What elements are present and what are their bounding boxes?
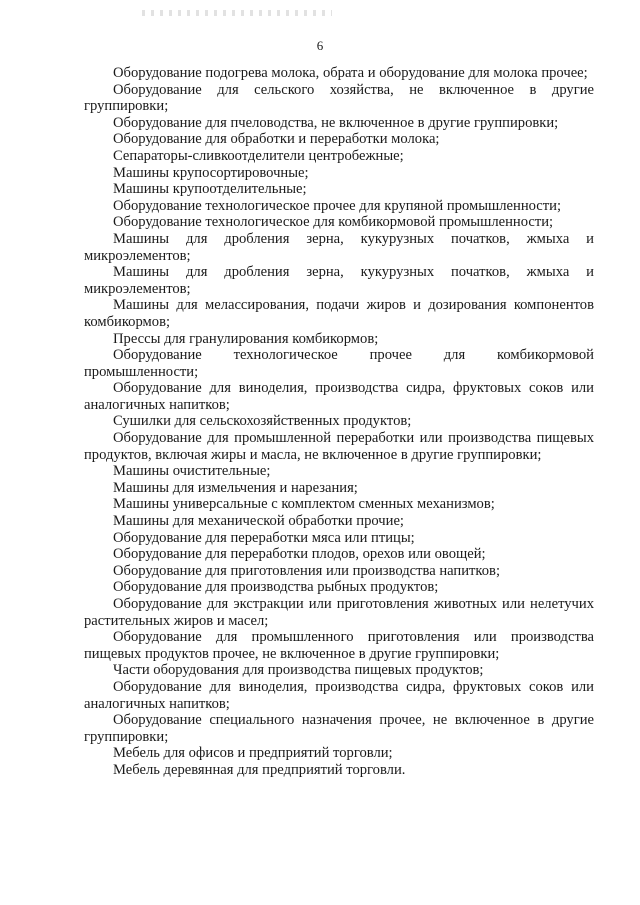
list-item: Машины для дробления зерна, кукурузных початков, жмыха и микроэлементов; (84, 230, 594, 264)
document-body (84, 65, 594, 779)
list-item: Сепараторы-сливкоотделители центробежные; (113, 147, 404, 164)
list-item: Оборудование для обработки и переработки молока; (113, 131, 440, 148)
scan-artifact (142, 10, 332, 16)
page-number: 6 (316, 38, 324, 53)
list-item: Оборудование технологическое прочее для крупяной промышленности; (113, 197, 562, 214)
list-item: Оборудование для экстракции или приготовления животных или нелетучих растительных жиров и масел; (84, 596, 594, 629)
list-item: Оборудование для приготовления или производства напитков; (113, 562, 501, 579)
list-item: Оборудование для производства рыбных продуктов; (113, 579, 439, 596)
list-item: Машины для механической обработки прочие; (113, 513, 404, 530)
list-item: Машины для измельчения и нарезания; (113, 479, 358, 496)
list-item: Мебель для офисов и предприятий торговли; (113, 745, 393, 762)
list-item: Машины для мелассирования, подачи жиров и дозирования компонентов комбикормов; (84, 297, 594, 330)
list-item: Оборудование для пчеловодства, не включенное в другие группировки; (113, 114, 559, 131)
list-item: Оборудование для переработки мяса или птицы; (113, 529, 415, 546)
list-item: Сушилки для сельскохозяйственных продуктов; (113, 413, 412, 430)
list-item: Машины очистительные; (113, 463, 271, 480)
list-item: Оборудование для виноделия, производства сидра, фруктовых соков или аналогичных напитков; (84, 678, 594, 712)
list-item: Оборудование для виноделия, производства сидра, фруктовых соков или аналогичных напитков; (84, 380, 594, 413)
list-item: Оборудование подогрева молока, обрата и оборудование для молока прочее; (113, 65, 588, 81)
list-item: Машины крупоотделительные; (113, 181, 307, 198)
list-item: Машины универсальные с комплектом сменных механизмов; (113, 496, 495, 513)
list-item: Оборудование для промышленной переработки или производства пищевых продуктов, включая жиры и масла, не включенное в другие группировки; (84, 430, 594, 463)
list-item: Машины крупосортировочные; (113, 164, 309, 181)
list-item: Части оборудования для производства пищевых продуктов; (113, 662, 484, 679)
list-item: Мебель деревянная для предприятий торговли. (113, 761, 406, 778)
list-item: Оборудование технологическое для комбикормовой промышленности; (113, 214, 554, 231)
list-item: Машины для дробления зерна, кукурузных початков, жмыха и микроэлементов; (84, 264, 594, 297)
list-item: Оборудование специального назначения прочее, не включенное в другие группировки; (84, 712, 594, 745)
list-item: Оборудование технологическое прочее для комбикормовой промышленности; (84, 347, 594, 380)
list-item: Оборудование для сельского хозяйства, не включенное в другие группировки; (84, 81, 594, 115)
list-item: Оборудование для промышленного приготовления или производства пищевых продуктов прочее, не включенное в другие группировки; (84, 629, 594, 662)
list-item: Оборудование для переработки плодов, орехов или овощей; (113, 546, 486, 563)
list-item: Прессы для гранулирования комбикормов; (113, 330, 379, 347)
